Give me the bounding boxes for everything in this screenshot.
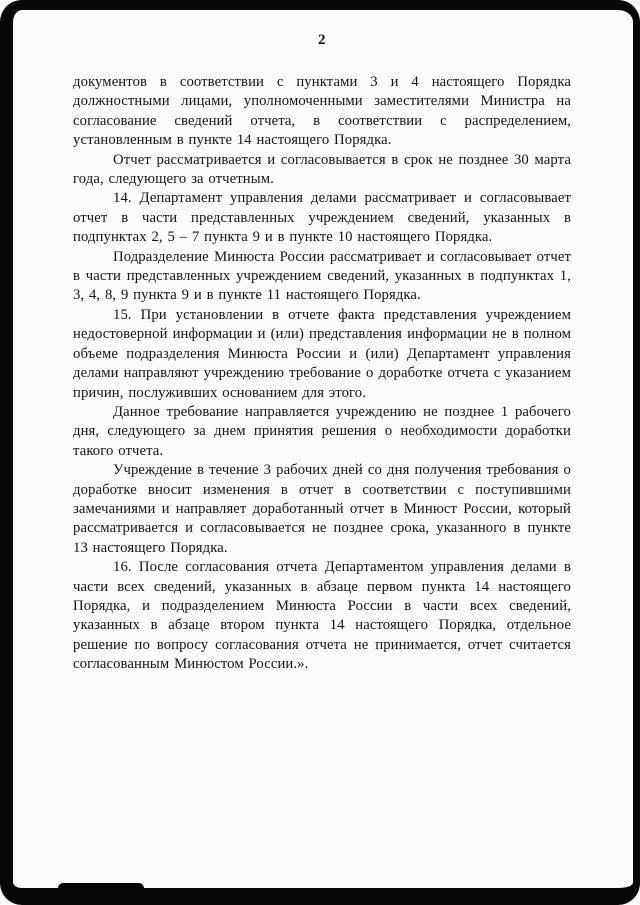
paragraph: 15. При установлении в отчете факта представления учреждением недостоверной информации и (или) представления информации не в полном объеме подразделения Минюста России и (или) Департамент управления делами направляют учреждению требование о доработке отчета с указанием причин, послуживших основанием для этого. bbox=[73, 306, 571, 401]
paragraph: 16. После согласования отчета Департаментом управления делами в части всех сведений, указанных в абзаце первом пункта 14 настоящего Порядка, и подразделением Минюста России в части всех сведений, указанных в абзаце втором пункта 14 настоящего Порядка, отдельное решение по вопросу согласования отчета не принимается, отчет считается согласованным Минюстом России.». bbox=[73, 559, 571, 673]
paragraph: документов в соответствии с пунктами 3 и 4 настоящего Порядка должностными лицами, уполномоченными заместителями Министра на согласование сведений отчета, в соответствии с распределением, установленным в пункте 14 настоящего Порядка. bbox=[73, 74, 571, 149]
paragraph: Учреждение в течение 3 рабочих дней со дня получения требования о доработке вносит изменения в отчет в соответствии с поступившими замечаниями и направляет доработанный отчет в Минюст России, который рассматривается и согласовывается не позднее срока, указанного в пункте 13 настоящего Порядка. bbox=[73, 462, 571, 556]
paragraph: 14. Департамент управления делами рассматривает и согласовывает отчет в части представленных учреждением сведений, указанных в подпунктах 2, 5 – 7 пункта 9 и в пункте 10 настоящего Порядка. bbox=[73, 190, 571, 246]
document-content bbox=[73, 32, 571, 675]
paragraph: Подразделение Минюста России рассматривает и согласовывает отчет в части представленных учреждением сведений, указанных в подпунктах 1, 3, 4, 8, 9 пункта 9 и в пункте 11 настоящего Порядка. bbox=[73, 248, 571, 304]
page-number: 2 bbox=[318, 32, 326, 48]
paragraph: Данное требование направляется учреждению не позднее 1 рабочего дня, следующего за днем принятия решения о необходимости доработки такого отчета. bbox=[73, 403, 571, 459]
paragraph: Отчет рассматривается и согласовывается в срок не позднее 30 марта года, следующего за отчетным. bbox=[73, 151, 571, 188]
document-body bbox=[73, 73, 571, 675]
scan-artifact bbox=[58, 883, 144, 893]
